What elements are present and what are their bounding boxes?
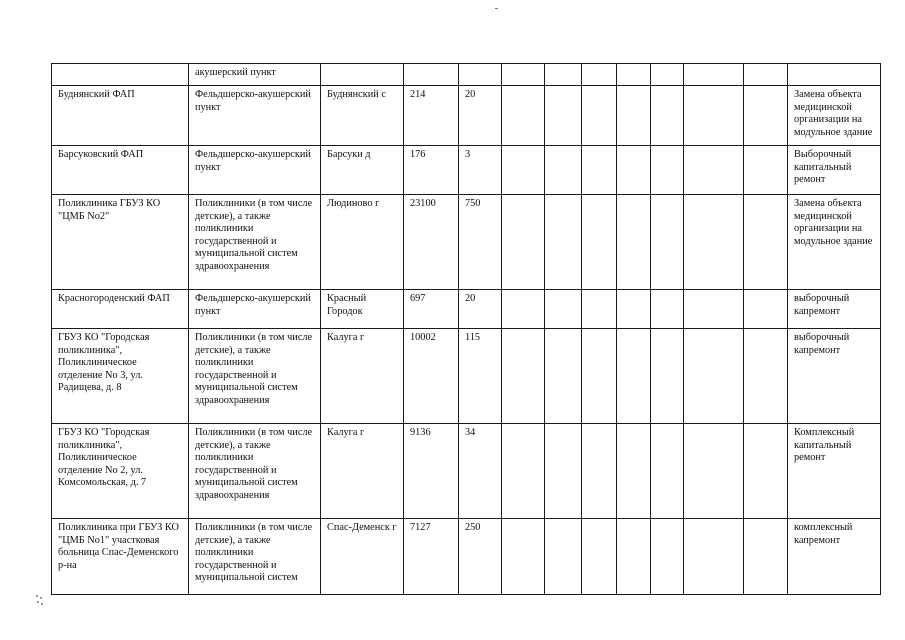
table-row [52,329,881,424]
cell-empty [582,290,617,329]
cell-empty [651,86,684,146]
table-row-fragment [52,64,881,86]
cell-population [404,64,459,86]
cell-name [52,64,189,86]
cell-type: Фельдшерско-акушерский пункт [189,290,321,329]
cell-locality: Красный Городок [321,290,404,329]
cell-empty [545,329,582,424]
cell-empty [651,290,684,329]
cell-population: 23100 [404,195,459,290]
cell-empty [582,195,617,290]
cell-empty [684,146,744,195]
cell-empty [617,86,651,146]
cell-empty [545,64,582,86]
cell-empty [744,519,788,595]
cell-empty [502,519,545,595]
cell-empty [617,290,651,329]
cell-empty [502,64,545,86]
cell-action [788,64,881,86]
cell-empty [744,290,788,329]
facility-table [51,63,881,595]
cell-type: Поликлиники (в том числе детские), а также поликлиники государственной и муниципальной систем здравоохранения [189,195,321,290]
cell-empty [684,290,744,329]
cell-empty [545,290,582,329]
cell-empty [502,290,545,329]
cell-name: ГБУЗ КО "Городская поликлиника", Поликлиническое отделение No 3, ул. Радищева, д. 8 [52,329,189,424]
cell-empty [744,424,788,519]
cell-empty [582,424,617,519]
cell-empty [545,519,582,595]
cell-empty [545,424,582,519]
cell-population: 9136 [404,424,459,519]
cell-empty [684,86,744,146]
cell-empty [651,146,684,195]
cell-action: Замена объекта медицинской организации на модульное здание [788,86,881,146]
cell-type: акушерский пункт [189,64,321,86]
cell-empty [744,86,788,146]
cell-empty [582,329,617,424]
cell-type: Поликлиники (в том числе детские), а также поликлиники государственной и муниципальной систем здравоохранения [189,424,321,519]
cell-capacity: 20 [459,290,502,329]
cell-action: выборочный капремонт [788,290,881,329]
cell-empty [684,519,744,595]
cell-empty [617,424,651,519]
cell-empty [651,519,684,595]
cell-type: Фельдшерско-акушерский пункт [189,86,321,146]
cell-capacity [459,64,502,86]
cell-capacity: 20 [459,86,502,146]
cell-empty [684,424,744,519]
cell-empty [651,64,684,86]
cell-locality: Людиново г [321,195,404,290]
cell-name: ГБУЗ КО "Городская поликлиника", Поликлиническое отделение No 2, ул. Комсомольская, д. 7 [52,424,189,519]
cell-empty [684,64,744,86]
cell-action: комплексный капремонт [788,519,881,595]
cell-locality: Калуга г [321,329,404,424]
cell-action: Комплексный капитальный ремонт [788,424,881,519]
cell-empty [545,86,582,146]
cell-empty [744,64,788,86]
cell-empty [651,329,684,424]
cell-empty [617,146,651,195]
cell-empty [744,146,788,195]
table-row [52,290,881,329]
cell-empty [582,64,617,86]
cell-capacity: 3 [459,146,502,195]
cell-empty [545,195,582,290]
cell-empty [744,195,788,290]
table-row [52,195,881,290]
cell-population: 7127 [404,519,459,595]
cell-name: Поликлиника ГБУЗ КО "ЦМБ No2" [52,195,189,290]
cell-locality: Спас-Деменск г [321,519,404,595]
cell-action: выборочный капремонт [788,329,881,424]
cell-name: Барсуковский ФАП [52,146,189,195]
table-row [52,86,881,146]
cell-empty [684,195,744,290]
scan-dot [495,8,498,9]
cell-type: Фельдшерско-акушерский пункт [189,146,321,195]
cell-empty [502,146,545,195]
cell-empty [582,519,617,595]
cell-empty [744,329,788,424]
cell-type: Поликлиники (в том числе детские), а также поликлиники государственной и муниципальной систем [189,519,321,595]
cell-empty [651,424,684,519]
cell-locality: Буднянский с [321,86,404,146]
cell-locality: Калуга г [321,424,404,519]
cell-name: Поликлиника при ГБУЗ КО "ЦМБ No1" участковая больница Спас-Деменского р-на [52,519,189,595]
table-row [52,146,881,195]
cell-name: Буднянский ФАП [52,86,189,146]
cell-population: 176 [404,146,459,195]
table-row [52,519,881,595]
cell-action: Замена объекта медицинской организации на модульное здание [788,195,881,290]
cell-capacity: 34 [459,424,502,519]
cell-type: Поликлиники (в том числе детские), а также поликлиники государственной и муниципальной систем здравоохранения [189,329,321,424]
cell-empty [617,329,651,424]
cell-empty [582,146,617,195]
cell-locality: Барсуки д [321,146,404,195]
cell-capacity: 250 [459,519,502,595]
cell-empty [545,146,582,195]
cell-name: Красногороденский ФАП [52,290,189,329]
cell-population: 697 [404,290,459,329]
cell-empty [617,195,651,290]
cell-action: Выборочный капитальный ремонт [788,146,881,195]
table-row [52,424,881,519]
cell-empty [582,86,617,146]
cell-locality [321,64,404,86]
cell-empty [502,424,545,519]
cell-empty [651,195,684,290]
cell-empty [617,519,651,595]
cell-empty [617,64,651,86]
cell-empty [502,329,545,424]
cell-population: 214 [404,86,459,146]
cell-capacity: 115 [459,329,502,424]
cell-capacity: 750 [459,195,502,290]
cell-empty [502,195,545,290]
scan-noise [36,595,44,605]
cell-empty [502,86,545,146]
cell-population: 10002 [404,329,459,424]
cell-empty [684,329,744,424]
